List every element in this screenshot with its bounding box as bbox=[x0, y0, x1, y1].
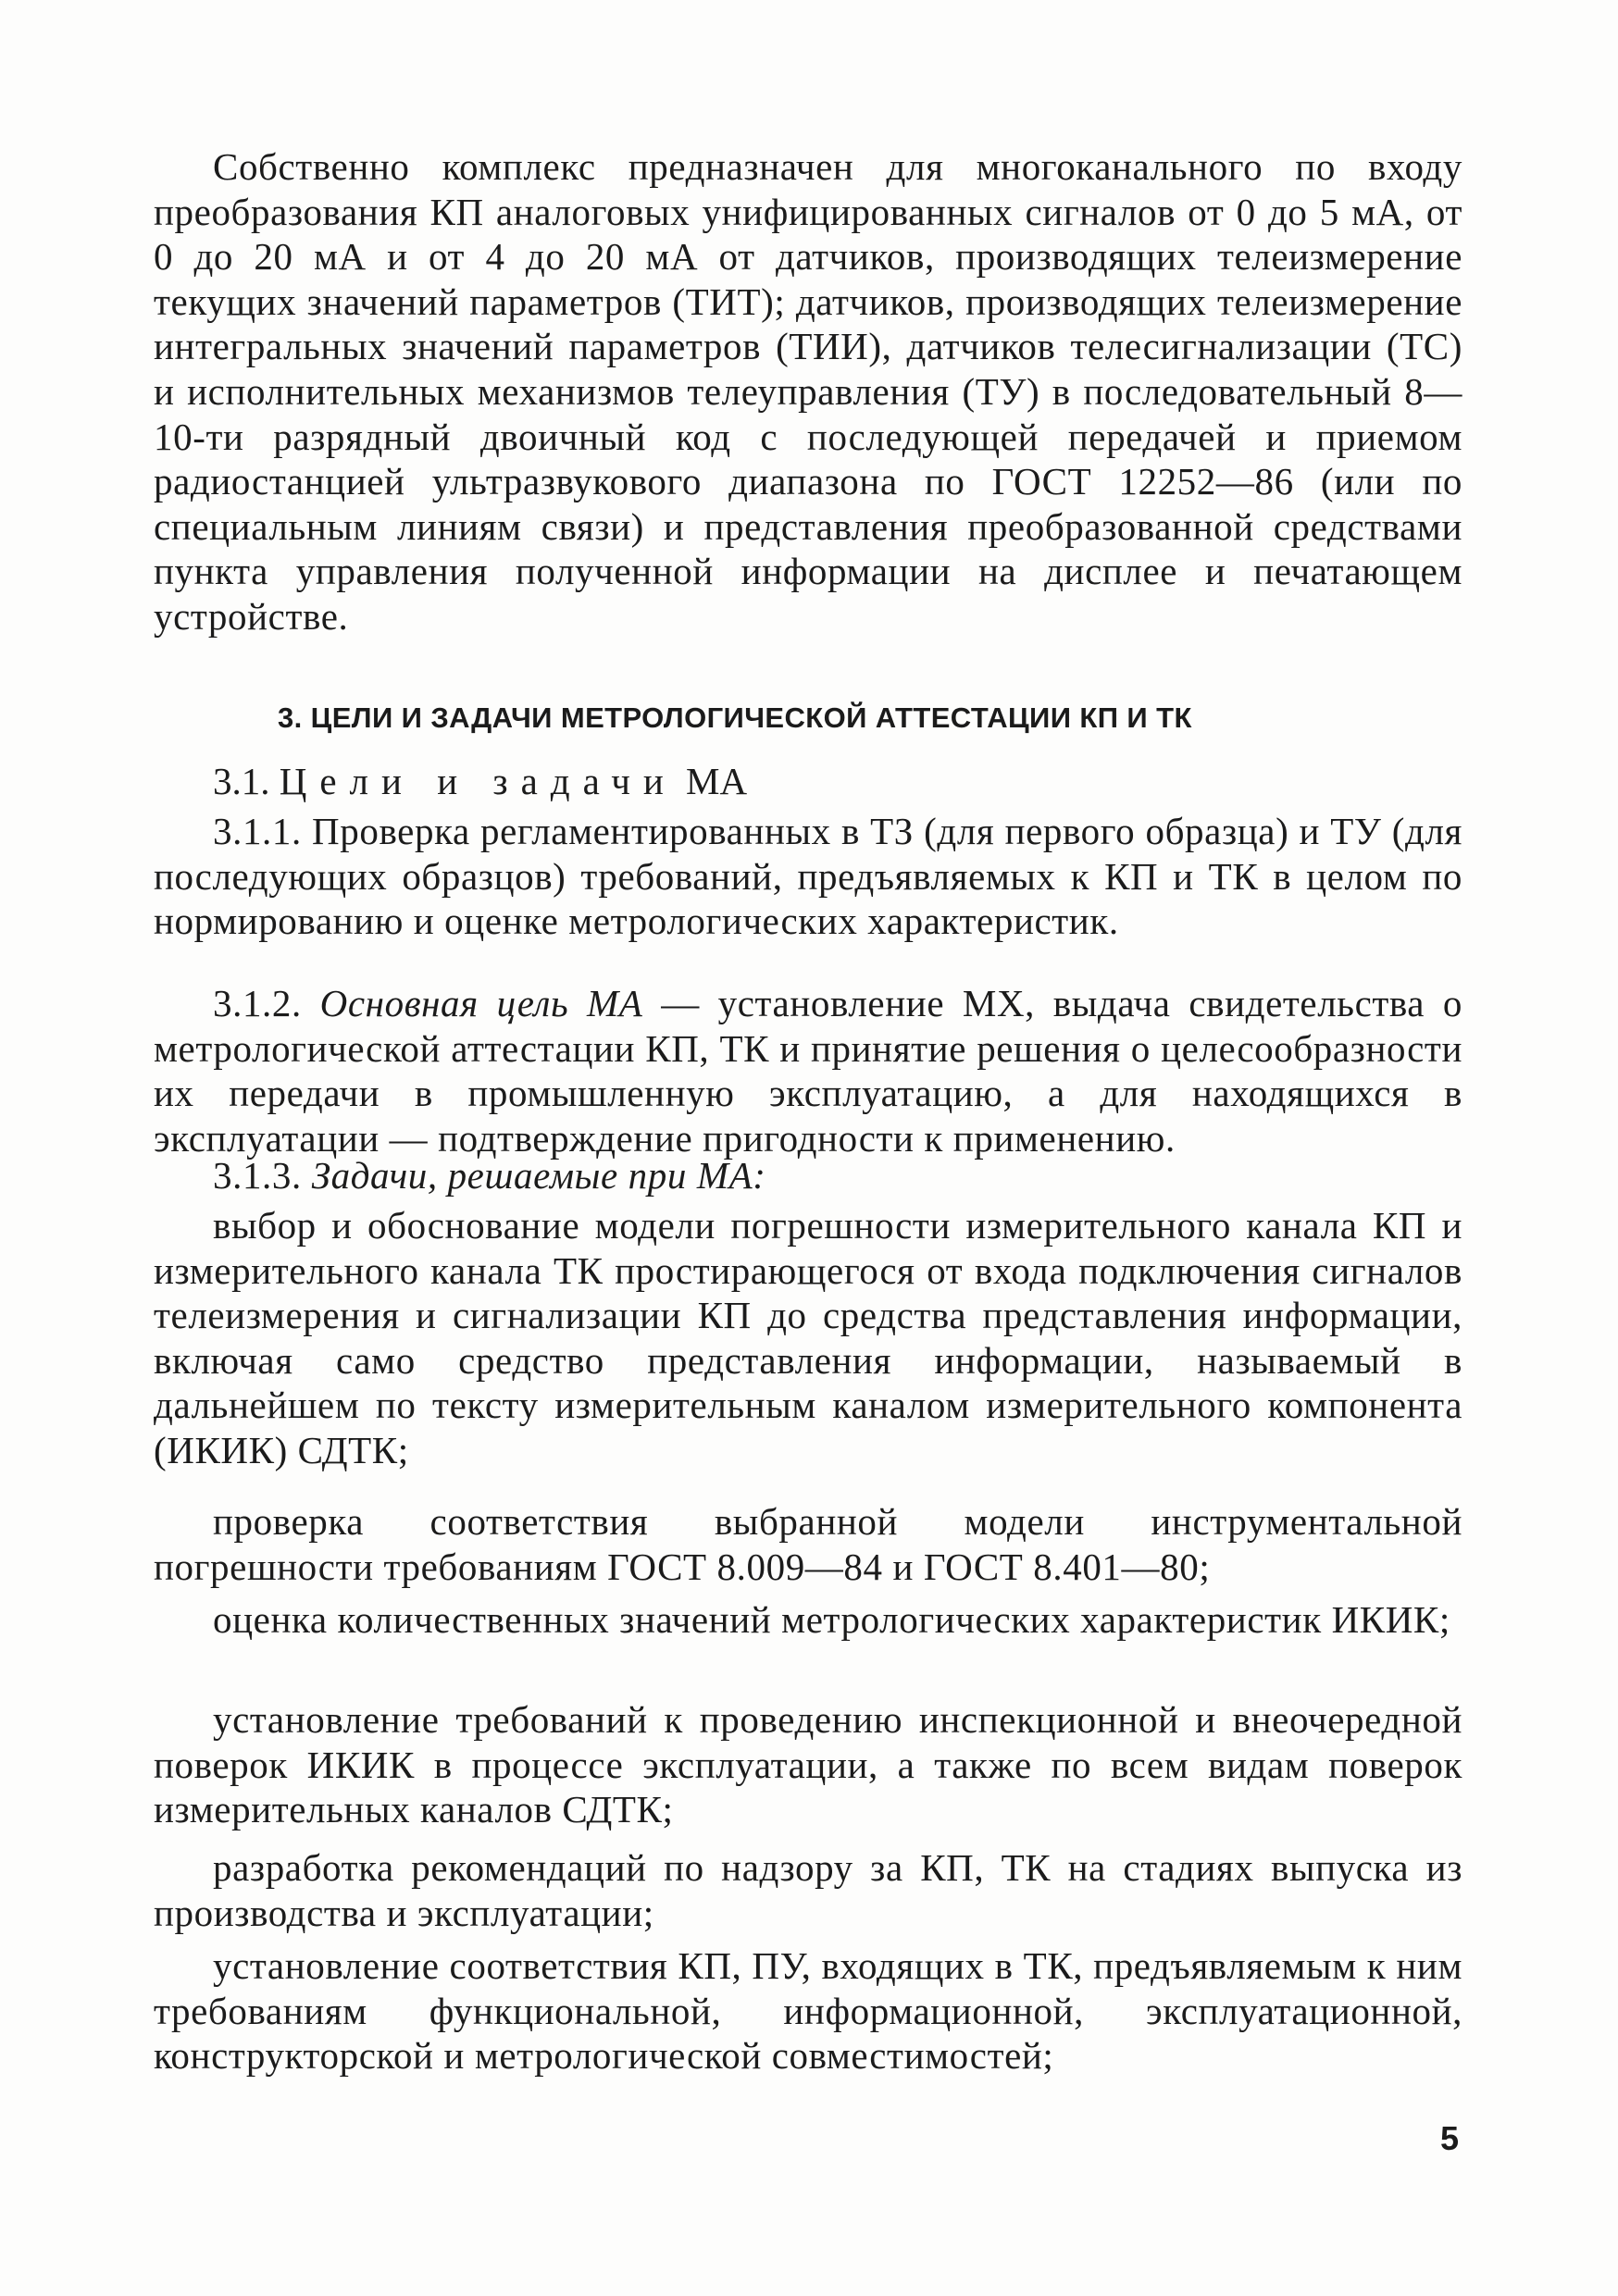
paragraph-3-1-3-lead: Задачи, решаемые при МА: bbox=[311, 1154, 766, 1197]
task-item bbox=[154, 1203, 1462, 1473]
section-heading: 3. ЦЕЛИ И ЗАДАЧИ МЕТРОЛОГИЧЕСКОЙ АТТЕСТАЦИИ КП И ТК bbox=[278, 701, 1192, 734]
task-item bbox=[154, 1697, 1462, 1832]
subsection-number: 3.1. bbox=[213, 760, 270, 802]
paragraph-3-1-1-text: 3.1.1. Проверка регламентированных в ТЗ (для первого образца) и ТУ (для последующих образцов) требований, предъявляемых к КП и ТК в целом по нормированию и оценке метрологических характеристик. bbox=[154, 810, 1462, 943]
subsection-title-text: Цели и задачи bbox=[279, 760, 677, 802]
paragraph-3-1-2-number: 3.1.2. bbox=[213, 982, 302, 1024]
task-item-text: выбор и обоснование модели погрешности измерительного канала КП и измерительного канала ТК простирающегося от входа подключения сигналов телеизмерения и сигнализации КП до средства представления информации, включая само средство представления информации, называемый в дальнейшем по тексту измерительным каналом измерительного компонента (ИКИК) СДТК; bbox=[154, 1204, 1462, 1471]
task-item bbox=[154, 1845, 1462, 1935]
task-item-text: проверка соответствия выбранной модели инструментальной погрешности требованиям ГОСТ 8.009—84 и ГОСТ 8.401—80; bbox=[154, 1500, 1462, 1588]
task-item-text: разработка рекомендаций по надзору за КП, ТК на стадиях выпуска из производства и эксплуатации; bbox=[154, 1846, 1462, 1934]
task-item-text: установление соответствия КП, ПУ, входящих в ТК, предъявляемым к ним требованиям функциональной, информационной, эксплуатационной, конструкторской и метрологической совместимостей; bbox=[154, 1944, 1462, 2078]
paragraph-3-1-3-number: 3.1.3. bbox=[213, 1154, 302, 1197]
task-item bbox=[154, 1943, 1462, 2079]
paragraph-3-1-2 bbox=[154, 981, 1462, 1160]
task-item bbox=[154, 1597, 1462, 1643]
task-item-text: установление требований к проведению инспекционной и внеочередной поверок ИКИК в процессе эксплуатации, а также по всем видам поверок измерительных каналов СДТК; bbox=[154, 1698, 1462, 1831]
paragraph-3-1-2-lead: Основная цель МА bbox=[319, 982, 643, 1024]
task-item-text: оценка количественных значений метрологических характеристик ИКИК; bbox=[213, 1598, 1450, 1641]
paragraph-3-1-3 bbox=[154, 1153, 1462, 1198]
intro-paragraph-text: Собственно комплекс предназначен для многоканального по входу преобразования КП аналоговых унифицированных сигналов от 0 до 5 мА, от 0 до 20 мА и от 4 до 20 мА от датчиков, производящих телеизмерение текущих значений параметров (ТИТ); датчиков, производящих телеизмерение интегральных значений параметров (ТИИ), датчиков телесигнализации (ТС) и исполнительных механизмов телеуправления (ТУ) в последовательный 8—10-ти разрядный двоичный код с последующей передачей и приемом радиостанцией ультразвукового диапазона по ГОСТ 12252—86 (или по специальным линиям связи) и представления преобразованной средствами пункта управления полученной информации на дисплее и печатающем устройстве. bbox=[154, 145, 1462, 638]
task-item bbox=[154, 1499, 1462, 1589]
intro-paragraph bbox=[154, 144, 1462, 639]
page-number: 5 bbox=[1440, 2119, 1460, 2157]
subsection-abbr: МА bbox=[686, 760, 748, 802]
subsection-title bbox=[213, 759, 747, 803]
paragraph-3-1-1 bbox=[154, 809, 1462, 944]
paragraph-3-1-2-text: — установление МХ, выдача свидетельства о метрологической аттестации КП, ТК и принятие решения о целесообразности их передачи в промышленную эксплуатацию, а для находящихся в эксплуатации — подтверждение пригодности к применению. bbox=[154, 982, 1462, 1160]
